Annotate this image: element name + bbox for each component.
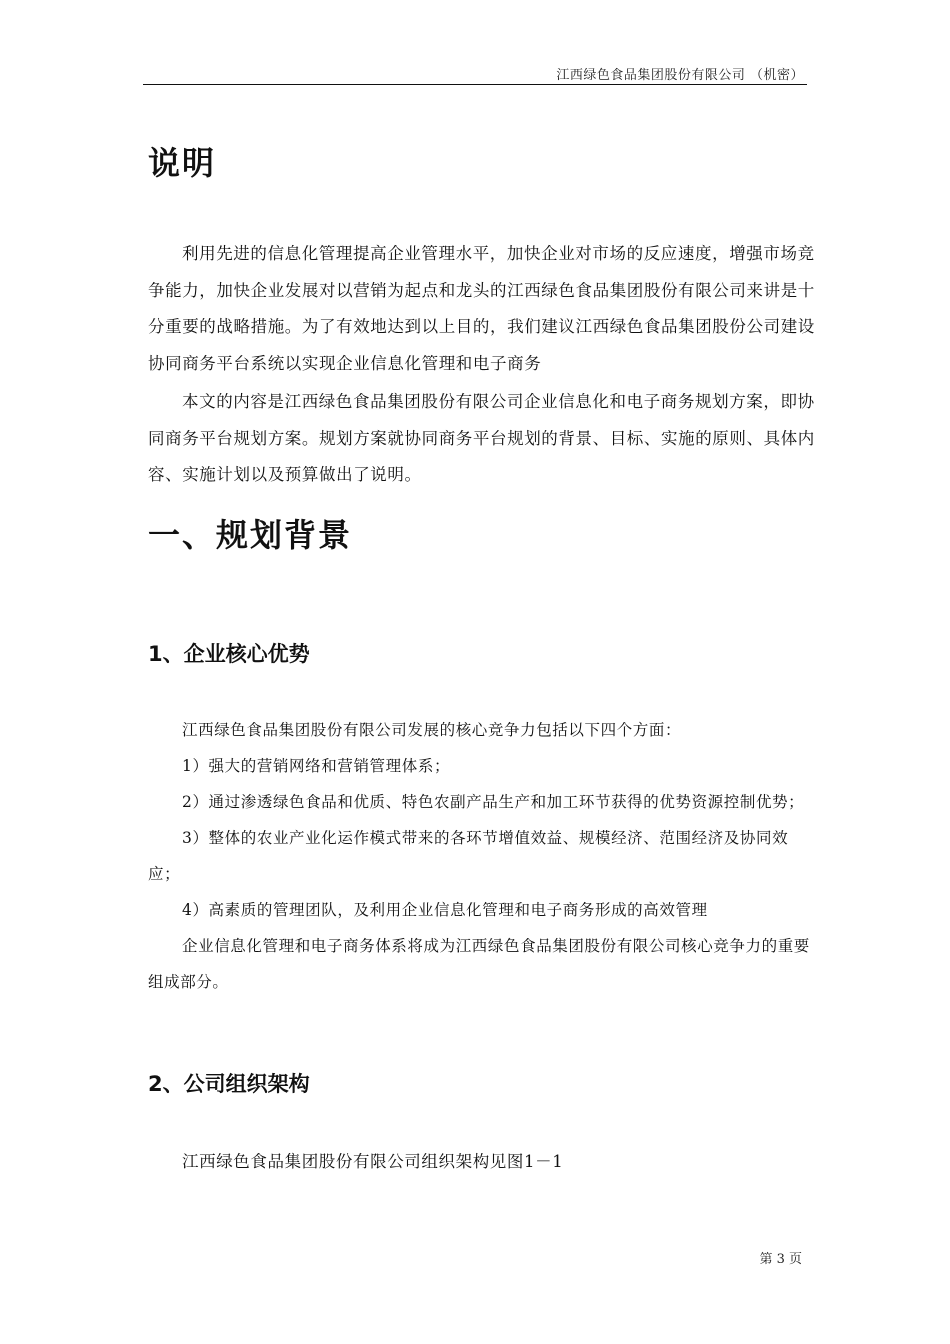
list-item: 3）整体的农业产业化运作模式带来的各环节增值效益、规模经济、范围经济及协同效应； <box>148 829 789 883</box>
intro-title: 说明 <box>148 144 217 182</box>
core-advantage-lead: 江西绿色食品集团股份有限公司发展的核心竞争力包括以下四个方面： <box>182 721 682 739</box>
page-header-text: 江西绿色食品集团股份有限公司 （机密） <box>556 68 804 83</box>
intro-paragraph-2: 本文的内容是江西绿色食品集团股份有限公司企业信息化和电子商务规划方案，即协同商务平台规划方案。规划方案就协同商务平台规划的背景、目标、实施的原则、具体内容、实施计划以及预算做出了说明。 <box>148 392 815 484</box>
core-advantage-body <box>148 712 816 1000</box>
intro-paragraph-1: 利用先进的信息化管理提高企业管理水平，加快企业对市场的反应速度，增强市场竞争能力，加快企业发展对以营销为起点和龙头的江西绿色食品集团股份有限公司来讲是十分重要的战略措施。为了有效地达到以上目的，我们建议江西绿色食品集团股份公司建设协同商务平台系统以实现企业信息化管理和电子商务 <box>148 244 815 373</box>
subsection-title-org-structure: 2、公司组织架构 <box>148 1072 310 1096</box>
list-item: 4）高素质的管理团队，及利用企业信息化管理和电子商务形成的高效管理 <box>182 901 708 919</box>
org-structure-text: 江西绿色食品集团股份有限公司组织架构见图1－1 <box>182 1152 564 1171</box>
core-advantage-conclusion: 企业信息化管理和电子商务体系将成为江西绿色食品集团股份有限公司核心竞争力的重要组成部分。 <box>148 937 810 991</box>
section-title: 一、规划背景 <box>148 516 353 554</box>
list-item: 2）通过渗透绿色食品和优质、特色农副产品生产和加工环节获得的优势资源控制优势； <box>182 793 805 811</box>
list-item: 1）强大的营销网络和营销管理体系； <box>182 757 451 775</box>
header-divider <box>143 84 807 85</box>
page-number: 第 3 页 <box>759 1252 802 1267</box>
subsection-title-core-advantage: 1、企业核心优势 <box>148 642 310 666</box>
